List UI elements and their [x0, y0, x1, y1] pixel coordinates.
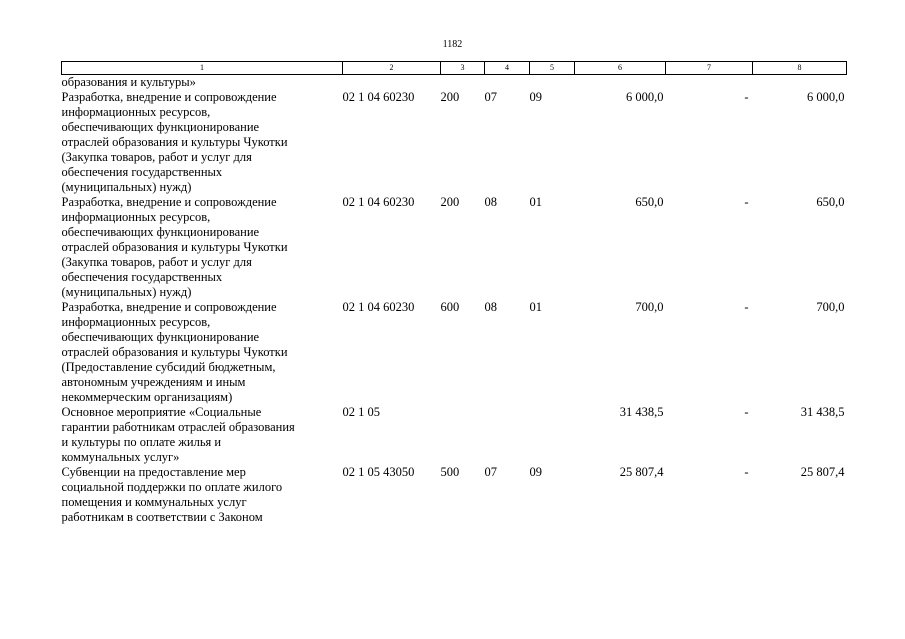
row-change	[666, 75, 753, 91]
row-total: 31 438,5	[800, 405, 845, 419]
row-name-line: гарантии работникам отраслей образования	[61, 420, 295, 434]
row-name-line: обеспечения государственных	[61, 165, 223, 179]
row-name-line: социальной поддержки по оплате жилого	[61, 480, 283, 494]
table-row	[62, 195, 847, 300]
column-header-4: 4	[485, 62, 530, 75]
row-name	[62, 465, 343, 525]
row-name-line: информационных ресурсов,	[61, 210, 211, 224]
table-row	[62, 90, 847, 195]
row-name-line: обеспечивающих функционирование	[61, 120, 260, 134]
table-row	[62, 405, 847, 465]
table-header	[62, 62, 847, 75]
row-total	[753, 75, 847, 91]
column-header-8: 8	[753, 62, 847, 75]
row-section: 07	[484, 90, 497, 104]
row-name-line: (муниципальных) нужд)	[61, 180, 192, 194]
column-header-6: 6	[575, 62, 666, 75]
row-name	[62, 195, 343, 300]
row-expense-type	[441, 405, 485, 465]
row-expense-type: 500	[440, 465, 460, 479]
row-section: 08	[484, 300, 497, 314]
row-target-code: 02 1 04 60230	[342, 195, 415, 209]
row-total: 650,0	[816, 195, 845, 209]
row-name	[62, 90, 343, 195]
row-target-code: 02 1 04 60230	[342, 300, 415, 314]
row-name-line: информационных ресурсов,	[61, 105, 211, 119]
page-number: 1182	[442, 39, 463, 50]
row-name-line: Субвенции на предоставление мер	[61, 465, 246, 479]
row-name	[62, 75, 343, 91]
row-change: -	[744, 195, 749, 209]
column-header-1: 1	[62, 62, 343, 75]
row-name	[62, 300, 343, 405]
row-expense-type: 600	[440, 300, 460, 314]
column-header-7: 7	[666, 62, 753, 75]
column-header-3: 3	[441, 62, 485, 75]
row-name-line: отраслей образования и культуры Чукотки	[61, 135, 288, 149]
row-subsection: 01	[529, 195, 542, 209]
column-header-5: 5	[530, 62, 575, 75]
row-expense-type: 200	[440, 90, 460, 104]
row-name	[62, 405, 343, 465]
row-section: 07	[484, 465, 497, 479]
table-row	[62, 300, 847, 405]
column-header-2: 2	[343, 62, 441, 75]
row-name-line: отраслей образования и культуры Чукотки	[61, 345, 288, 359]
header-row	[62, 62, 847, 75]
row-name-line: отраслей образования и культуры Чукотки	[61, 240, 288, 254]
row-expense-type: 200	[440, 195, 460, 209]
row-section: 08	[484, 195, 497, 209]
table-row	[62, 75, 847, 91]
row-name-line: образования и культуры»	[61, 75, 196, 89]
row-sum: 6 000,0	[626, 90, 664, 104]
budget-table	[61, 61, 847, 525]
row-name-line: Разработка, внедрение и сопровождение	[61, 195, 277, 209]
row-subsection	[530, 75, 575, 91]
row-name-line: (муниципальных) нужд)	[61, 285, 192, 299]
row-name-line: обеспечивающих функционирование	[61, 330, 260, 344]
row-subsection	[530, 405, 575, 465]
row-name-line: автономным учреждениям и иным	[61, 375, 246, 389]
row-sum: 25 807,4	[619, 465, 664, 479]
row-change: -	[744, 465, 749, 479]
row-subsection: 01	[529, 300, 542, 314]
row-change: -	[744, 90, 749, 104]
row-name-line: обеспечения государственных	[61, 270, 223, 284]
row-section	[485, 405, 530, 465]
row-name-line: (Закупка товаров, работ и услуг для	[61, 150, 252, 164]
row-target-code	[343, 75, 441, 91]
row-name-line: работникам в соответствии с Законом	[61, 510, 263, 524]
row-subsection: 09	[529, 90, 542, 104]
row-sum	[575, 75, 666, 91]
row-name-line: информационных ресурсов,	[61, 315, 211, 329]
row-name-line: (Предоставление субсидий бюджетным,	[61, 360, 276, 374]
row-name-line: обеспечивающих функционирование	[61, 225, 260, 239]
row-total: 25 807,4	[800, 465, 845, 479]
row-name-line: Основное мероприятие «Социальные	[61, 405, 262, 419]
table-row	[62, 465, 847, 525]
row-name-line: Разработка, внедрение и сопровождение	[61, 90, 277, 104]
row-name-line: (Закупка товаров, работ и услуг для	[61, 255, 252, 269]
row-name-line: помещения и коммунальных услуг	[61, 495, 247, 509]
row-name-line: Разработка, внедрение и сопровождение	[61, 300, 277, 314]
row-name-line: коммунальных услуг»	[61, 450, 180, 464]
row-sum: 650,0	[635, 195, 664, 209]
row-target-code: 02 1 05 43050	[342, 465, 415, 479]
row-change: -	[744, 300, 749, 314]
row-section	[485, 75, 530, 91]
table-body	[62, 75, 847, 526]
row-total: 700,0	[816, 300, 845, 314]
row-target-code: 02 1 04 60230	[342, 90, 415, 104]
row-sum: 31 438,5	[619, 405, 664, 419]
row-name-line: и культуры по оплате жилья и	[61, 435, 222, 449]
row-change: -	[744, 405, 749, 419]
row-total: 6 000,0	[807, 90, 845, 104]
row-subsection: 09	[529, 465, 542, 479]
row-target-code: 02 1 05	[342, 405, 380, 419]
row-sum: 700,0	[635, 300, 664, 314]
row-expense-type	[441, 75, 485, 91]
row-name-line: некоммерческим организациям)	[61, 390, 233, 404]
